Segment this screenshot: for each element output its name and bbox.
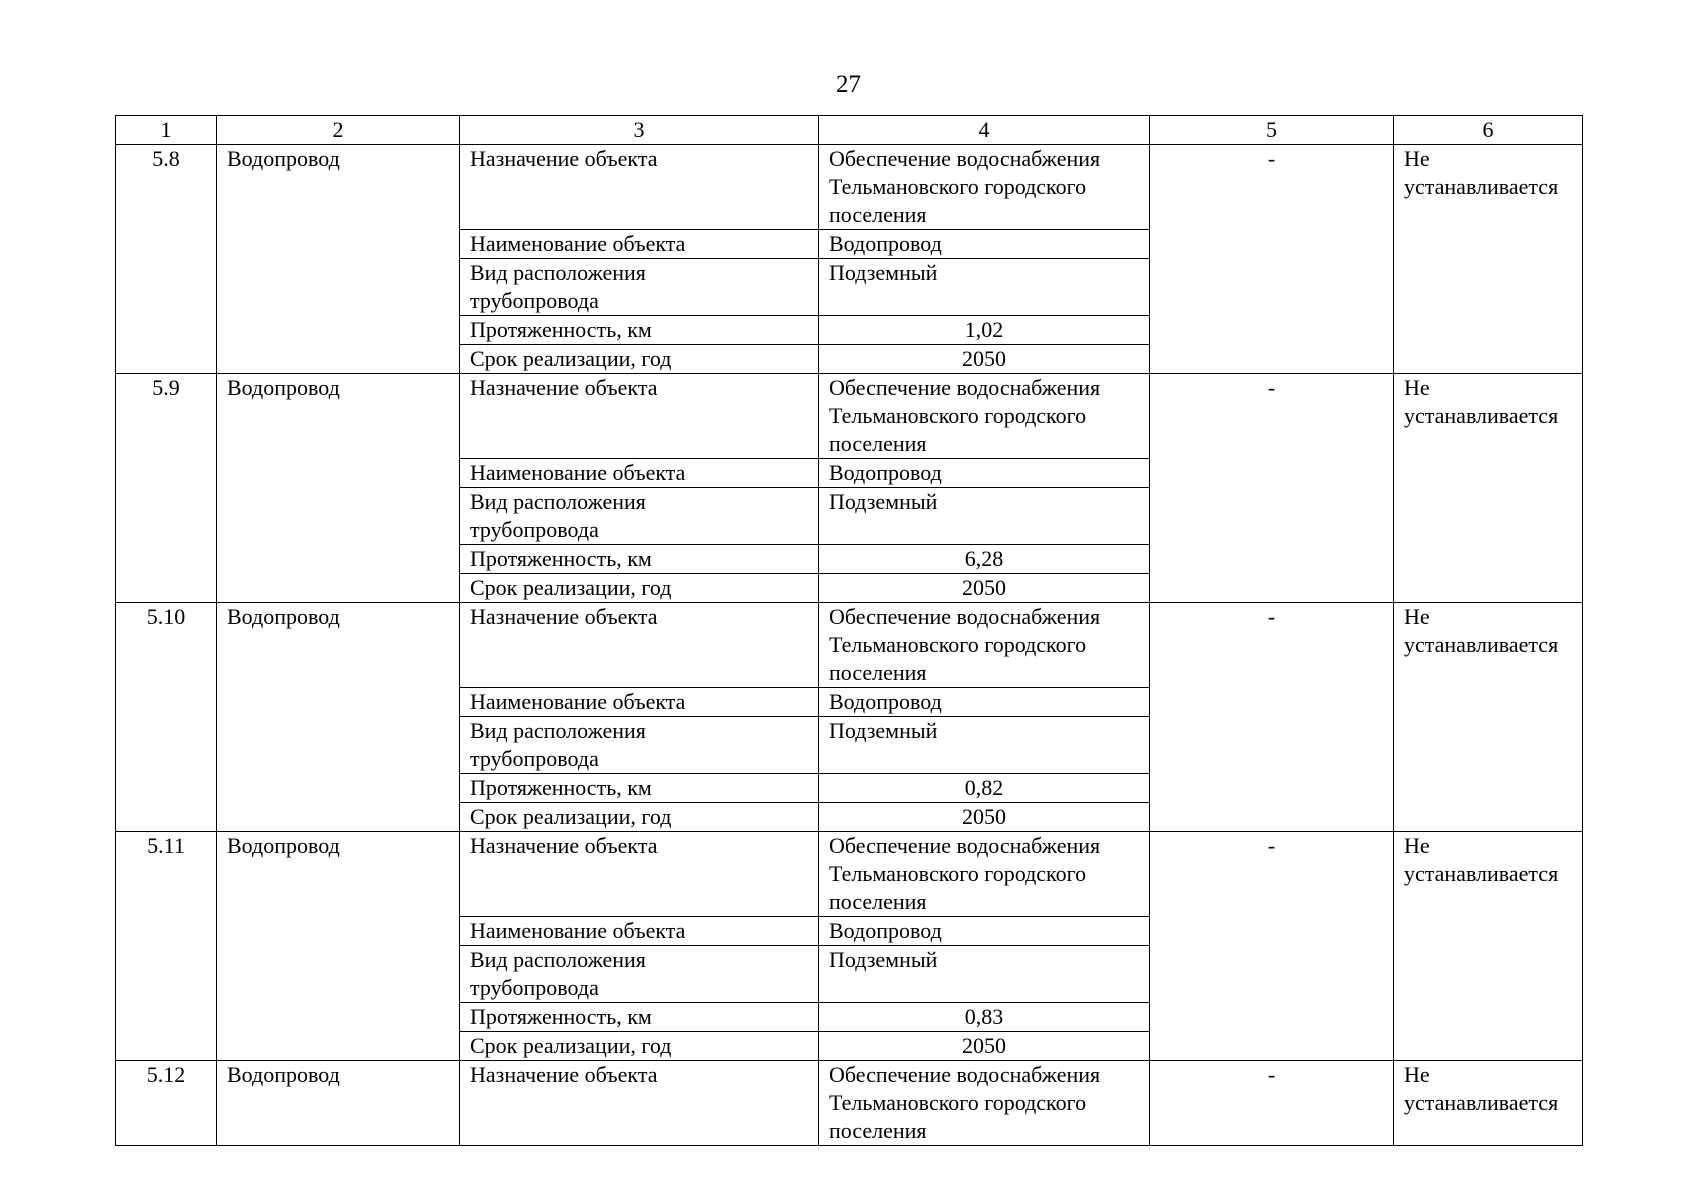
attribute-value-cell [819, 917, 1150, 946]
cell-text-line: 0,83 [964, 1004, 1004, 1029]
cell-text-line: Водопровод [829, 460, 942, 485]
object-name-cell: Водопровод [217, 1061, 460, 1146]
cell-text-line: 1,02 [964, 317, 1004, 342]
table-row [116, 1061, 1583, 1146]
header-row [116, 116, 1583, 145]
cell-text-line: поселения [829, 431, 927, 456]
cell-text-line: Водопровод [829, 231, 942, 256]
attribute-label-cell [460, 946, 819, 1003]
cell-text-line: Водопровод [829, 918, 942, 943]
cell-text-line: трубопровода [470, 517, 599, 542]
cell-text-line: Тельмановского городского [829, 1090, 1087, 1115]
table-row [116, 145, 1583, 230]
cell-text-line: Наименование объекта [470, 918, 686, 943]
cell-text-line: Наименование объекта [470, 231, 686, 256]
object-name-cell: Водопровод [217, 832, 460, 1061]
cell-text-line: поселения [829, 202, 927, 227]
attribute-label-cell [460, 803, 819, 832]
cell-text-line: устанавливается [1404, 174, 1559, 199]
status-cell [1394, 603, 1583, 832]
attribute-value-cell [819, 832, 1150, 917]
item-number-cell: 5.9 [116, 374, 217, 603]
cell-text-line: Назначение объекта [470, 833, 658, 858]
header-cell: 2 [217, 116, 460, 145]
attribute-value-cell [819, 459, 1150, 488]
column-5-cell: - [1150, 1061, 1394, 1146]
cell-text-line: Срок реализации, год [470, 346, 672, 371]
attribute-label-cell [460, 688, 819, 717]
cell-text-line: Подземный [829, 718, 938, 743]
cell-text-line: Подземный [829, 947, 938, 972]
status-cell [1394, 1061, 1583, 1146]
header-cell: 3 [460, 116, 819, 145]
cell-text-line: трубопровода [470, 746, 599, 771]
attribute-label-cell [460, 145, 819, 230]
attribute-label-cell [460, 345, 819, 374]
cell-text-line: 0,82 [964, 775, 1004, 800]
column-5-cell: - [1150, 832, 1394, 1061]
cell-text-line: поселения [829, 1118, 927, 1143]
table-row [116, 603, 1583, 688]
cell-text-line: Не [1404, 375, 1430, 400]
attribute-value-cell [819, 574, 1150, 603]
cell-text-line: Обеспечение водоснабжения [829, 604, 1101, 629]
attribute-value-cell [819, 1003, 1150, 1032]
cell-text-line: Назначение объекта [470, 1062, 658, 1087]
cell-text-line: устанавливается [1404, 861, 1559, 886]
attribute-label-cell [460, 259, 819, 316]
cell-text-line: Тельмановского городского [829, 403, 1087, 428]
attribute-label-cell [460, 1003, 819, 1032]
column-5-cell: - [1150, 374, 1394, 603]
cell-text-line: устанавливается [1404, 403, 1559, 428]
attribute-label-cell [460, 832, 819, 917]
attribute-value-cell [819, 545, 1150, 574]
object-name-cell: Водопровод [217, 374, 460, 603]
cell-text-line: трубопровода [470, 288, 599, 313]
cell-text-line: 2050 [962, 1033, 1006, 1058]
cell-text-line: 2050 [962, 346, 1006, 371]
cell-text-line: Вид расположения [470, 947, 646, 972]
attribute-value-cell [819, 230, 1150, 259]
attribute-value-cell [819, 1032, 1150, 1061]
attribute-value-cell [819, 803, 1150, 832]
attribute-label-cell [460, 488, 819, 545]
cell-text-line: Вид расположения [470, 718, 646, 743]
item-number-cell: 5.8 [116, 145, 217, 374]
attribute-label-cell [460, 230, 819, 259]
attribute-label-cell [460, 917, 819, 946]
column-5-cell: - [1150, 145, 1394, 374]
header-cell: 1 [116, 116, 217, 145]
attribute-label-cell [460, 717, 819, 774]
cell-text-line: Не [1404, 146, 1430, 171]
cell-text-line: Обеспечение водоснабжения [829, 1062, 1101, 1087]
cell-text-line: Протяженность, км [470, 546, 652, 571]
cell-text-line: 2050 [962, 804, 1006, 829]
header-cell: 4 [819, 116, 1150, 145]
attribute-label-cell [460, 459, 819, 488]
cell-text-line: Обеспечение водоснабжения [829, 375, 1101, 400]
cell-text-line: Вид расположения [470, 260, 646, 285]
cell-text-line: устанавливается [1404, 1090, 1559, 1115]
item-number-cell: 5.10 [116, 603, 217, 832]
cell-text-line: Наименование объекта [470, 689, 686, 714]
cell-text-line: 6,28 [964, 546, 1004, 571]
cell-text-line: Обеспечение водоснабжения [829, 833, 1101, 858]
attribute-value-cell [819, 774, 1150, 803]
cell-text-line: Тельмановского городского [829, 861, 1087, 886]
attribute-value-cell [819, 488, 1150, 545]
item-number-cell: 5.11 [116, 832, 217, 1061]
attribute-label-cell [460, 574, 819, 603]
cell-text-line: Не [1404, 1062, 1430, 1087]
attribute-value-cell [819, 345, 1150, 374]
object-name-cell: Водопровод [217, 603, 460, 832]
attribute-value-cell [819, 603, 1150, 688]
cell-text-line: Назначение объекта [470, 375, 658, 400]
cell-text-line: Срок реализации, год [470, 804, 672, 829]
cell-text-line: Подземный [829, 260, 938, 285]
attribute-label-cell [460, 316, 819, 345]
attribute-value-cell [819, 946, 1150, 1003]
object-name-cell: Водопровод [217, 145, 460, 374]
cell-text-line: трубопровода [470, 975, 599, 1000]
cell-text-line: Подземный [829, 489, 938, 514]
attribute-value-cell [819, 259, 1150, 316]
cell-text-line: Не [1404, 604, 1430, 629]
attribute-label-cell [460, 603, 819, 688]
cell-text-line: Назначение объекта [470, 146, 658, 171]
cell-text-line: Вид расположения [470, 489, 646, 514]
attribute-label-cell [460, 774, 819, 803]
cell-text-line: Протяженность, км [470, 775, 652, 800]
status-cell [1394, 832, 1583, 1061]
item-number-cell: 5.12 [116, 1061, 217, 1146]
cell-text-line: Наименование объекта [470, 460, 686, 485]
cell-text-line: Водопровод [829, 689, 942, 714]
data-table [115, 115, 1583, 1146]
cell-text-line: Протяженность, км [470, 1004, 652, 1029]
attribute-value-cell [819, 1061, 1150, 1146]
table-row [116, 832, 1583, 917]
attribute-label-cell [460, 1032, 819, 1061]
status-cell [1394, 374, 1583, 603]
cell-text-line: Срок реализации, год [470, 1033, 672, 1058]
cell-text-line: поселения [829, 660, 927, 685]
attribute-value-cell [819, 145, 1150, 230]
attribute-value-cell [819, 316, 1150, 345]
cell-text-line: Срок реализации, год [470, 575, 672, 600]
attribute-label-cell [460, 545, 819, 574]
attribute-value-cell [819, 717, 1150, 774]
attribute-label-cell [460, 1061, 819, 1146]
attribute-value-cell [819, 688, 1150, 717]
cell-text-line: 2050 [962, 575, 1006, 600]
attribute-value-cell [819, 374, 1150, 459]
header-cell: 5 [1150, 116, 1394, 145]
table-row [116, 374, 1583, 459]
cell-text-line: устанавливается [1404, 632, 1559, 657]
cell-text-line: Протяженность, км [470, 317, 652, 342]
cell-text-line: Тельмановского городского [829, 174, 1087, 199]
status-cell [1394, 145, 1583, 374]
column-5-cell: - [1150, 603, 1394, 832]
attribute-label-cell [460, 374, 819, 459]
header-cell: 6 [1394, 116, 1583, 145]
cell-text-line: Тельмановского городского [829, 632, 1087, 657]
cell-text-line: Обеспечение водоснабжения [829, 146, 1101, 171]
page-number: 27 [836, 71, 861, 98]
cell-text-line: Назначение объекта [470, 604, 658, 629]
cell-text-line: Не [1404, 833, 1430, 858]
cell-text-line: поселения [829, 889, 927, 914]
